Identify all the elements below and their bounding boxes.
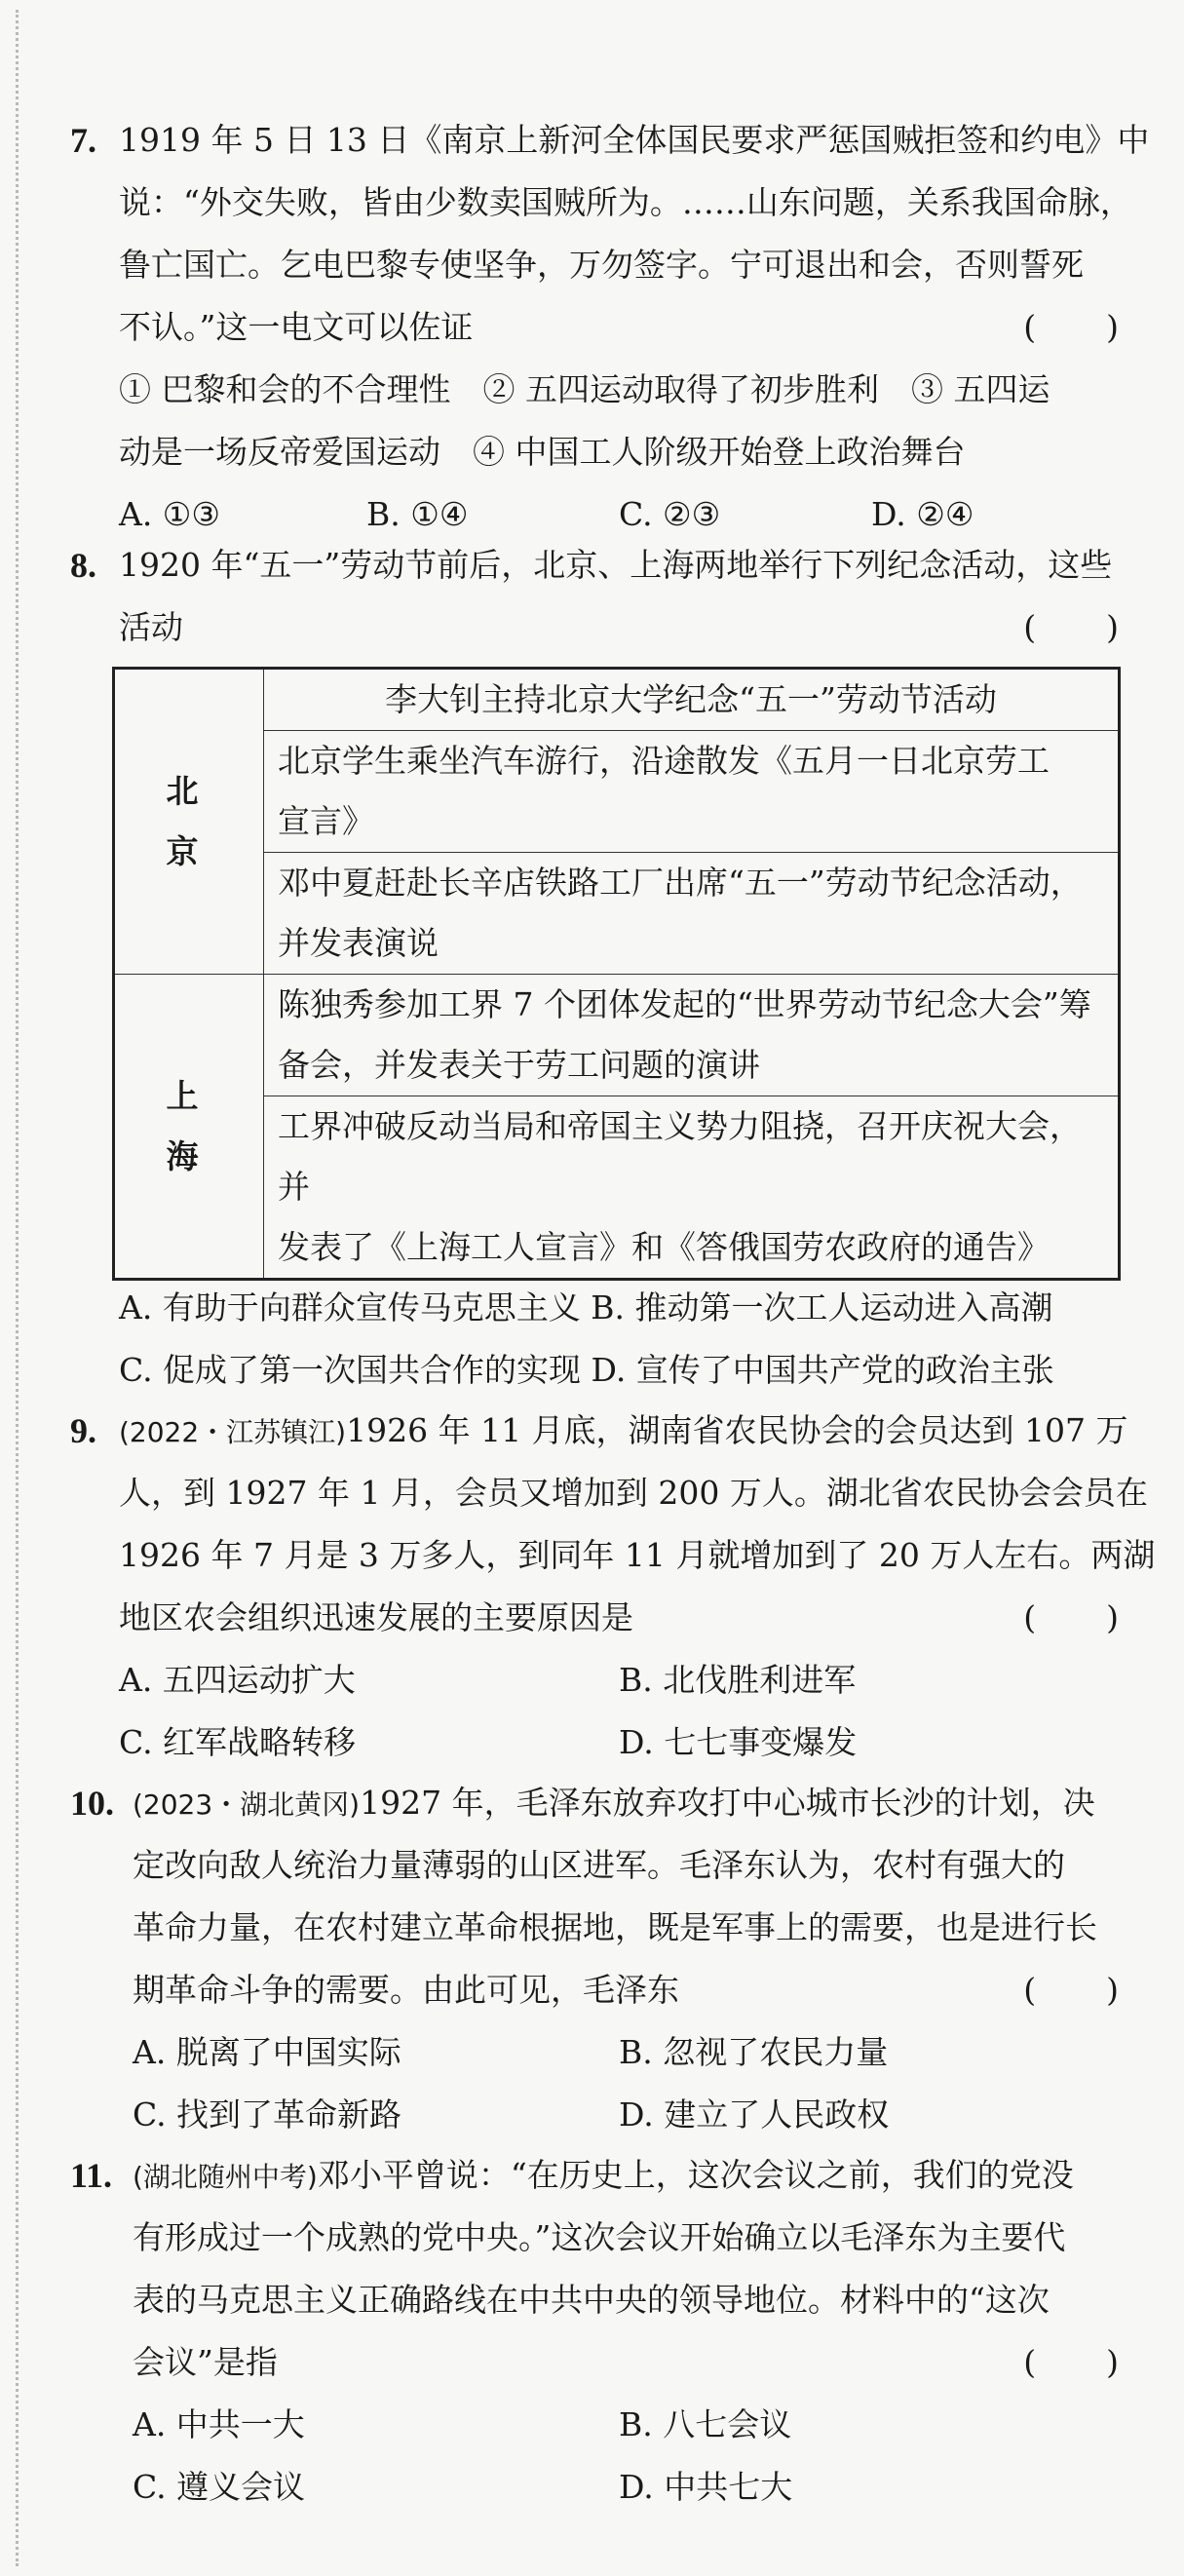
question-9 — [70, 1400, 1156, 1774]
question-number: 8. — [70, 546, 96, 585]
options-row[interactable]: C. 促成了第一次国共合作的实现 D. 宣传了中国共产党的政治主张 — [119, 1351, 1054, 1389]
question-number: 7. — [70, 121, 96, 160]
option-c[interactable]: C. 遵义会议 — [133, 2468, 306, 2506]
question-text: 地区农会组织迅速发展的主要原因是 — [119, 1598, 633, 1636]
table-cell: 工界冲破反动当局和帝国主义势力阻挠，召开庆祝大会，并 发表了《上海工人宣言》和《答俄国劳农政府的通告》 — [264, 1096, 1120, 1280]
option-a[interactable]: A. ①③ — [119, 495, 220, 533]
option-d[interactable]: D. ②④ — [871, 495, 974, 533]
commemoration-table — [112, 667, 1121, 1281]
option-d[interactable]: D. 七七事变爆发 — [619, 1723, 858, 1761]
question-text: 1927 年，毛泽东放弃攻打中心城市长沙的计划，决 — [360, 1784, 1095, 1822]
question-number: 9. — [70, 1411, 96, 1450]
option-a[interactable]: A. 脱离了中国实际 — [133, 2033, 401, 2071]
option-b[interactable]: B. 北伐胜利进军 — [619, 1661, 857, 1699]
city-label-beijing: 北京 — [114, 669, 264, 975]
question-text: 1920 年“五一”劳动节前后，北京、上海两地举行下列纪念活动，这些 — [119, 546, 1113, 584]
option-c[interactable]: C. 红军战略转移 — [119, 1723, 357, 1761]
question-text: 鲁亡国亡。乞电巴黎专使坚争，万勿签字。宁可退出和会，否则誓死 — [119, 246, 1084, 284]
statement-items: ① 巴黎和会的不合理性 ② 五四运动取得了初步胜利 ③ 五四运 — [119, 370, 1050, 408]
answer-blank[interactable]: ( ) — [1023, 1598, 1121, 1636]
option-b[interactable]: B. 忽视了农民力量 — [619, 2033, 889, 2071]
question-text: 1926 年 7 月是 3 万多人，到同年 11 月就增加到了 20 万人左右。两湖 — [119, 1536, 1156, 1574]
question-text: 说：“外交失败，皆由少数卖国贼所为。……山东问题，关系我国命脉， — [119, 183, 1132, 221]
option-d[interactable]: D. 中共七大 — [619, 2468, 793, 2506]
question-7 — [70, 109, 1150, 546]
table-cell: 陈独秀参加工界 7 个团体发起的“世界劳动节纪念大会”筹 备会，并发表关于劳工问题的演讲 — [264, 975, 1120, 1096]
question-source: (湖北随州中考) — [133, 2161, 318, 2193]
option-a[interactable]: A. 中共一大 — [133, 2405, 305, 2443]
option-a[interactable]: A. 五四运动扩大 — [119, 1661, 356, 1699]
table-cell: 邓中夏赶赴长辛店铁路工厂出席“五一”劳动节纪念活动， 并发表演说 — [264, 853, 1120, 975]
answer-blank[interactable]: ( ) — [1023, 2343, 1121, 2381]
question-text: 人，到 1927 年 1 月，会员又增加到 200 万人。湖北省农民协会会员在 — [119, 1474, 1148, 1512]
option-d[interactable]: D. 建立了人民政权 — [619, 2095, 890, 2134]
question-text: 1926 年 11 月底，湖南省农民协会的会员达到 107 万 — [346, 1411, 1128, 1449]
question-text: 表的马克思主义正确路线在中共中央的领导地位。材料中的“这次 — [133, 2281, 1050, 2319]
margin-dotted-line — [16, 10, 19, 2566]
question-number: 10. — [70, 1784, 114, 1823]
question-8-options — [78, 1277, 1121, 1402]
table-cell: 北京学生乘坐汽车游行，沿途散发《五月一日北京劳工 宣言》 — [264, 731, 1120, 853]
question-text: 革命力量，在农村建立革命根据地，既是军事上的需要，也是进行长 — [133, 1908, 1097, 1946]
option-c[interactable]: C. ②③ — [619, 495, 721, 533]
question-11 — [70, 2144, 1121, 2518]
answer-blank[interactable]: ( ) — [1023, 608, 1121, 646]
question-text: 1919 年 5 日 13 日《南京上新河全体国民要求严惩国贼拒签和约电》中 — [119, 121, 1150, 159]
table-cell: 李大钊主持北京大学纪念“五一”劳动节活动 — [264, 669, 1120, 731]
question-text: 不认。”这一电文可以佐证 — [119, 308, 474, 346]
question-source: (2023・湖北黄冈) — [133, 1788, 361, 1821]
option-b[interactable]: B. 八七会议 — [619, 2405, 792, 2443]
question-number: 11. — [70, 2156, 113, 2195]
question-text: 有形成过一个成熟的党中央。”这次会议开始确立以毛泽东为主要代 — [133, 2218, 1066, 2256]
city-label-shanghai: 上海 — [114, 975, 264, 1280]
question-text: 活动 — [119, 608, 183, 646]
question-text: 定改向敌人统治力量薄弱的山区进军。毛泽东认为，农村有强大的 — [133, 1846, 1065, 1884]
question-text: 期革命斗争的需要。由此可见，毛泽东 — [133, 1971, 679, 2009]
options-row[interactable]: A. 有助于向群众宣传马克思主义 B. 推动第一次工人运动进入高潮 — [119, 1288, 1053, 1326]
option-c[interactable]: C. 找到了革命新路 — [133, 2095, 402, 2134]
question-text: 邓小平曾说：“在历史上，这次会议之前，我们的党没 — [317, 2156, 1074, 2194]
question-source: (2022・江苏镇江) — [119, 1416, 347, 1448]
question-10 — [70, 1772, 1121, 2146]
answer-blank[interactable]: ( ) — [1023, 1971, 1121, 2009]
statement-items: 动是一场反帝爱国运动 ④ 中国工人阶级开始登上政治舞台 — [119, 433, 966, 471]
option-b[interactable]: B. ①④ — [366, 495, 469, 533]
question-text: 会议”是指 — [133, 2343, 278, 2381]
question-8 — [70, 534, 1121, 659]
answer-blank[interactable]: ( ) — [1023, 308, 1121, 346]
